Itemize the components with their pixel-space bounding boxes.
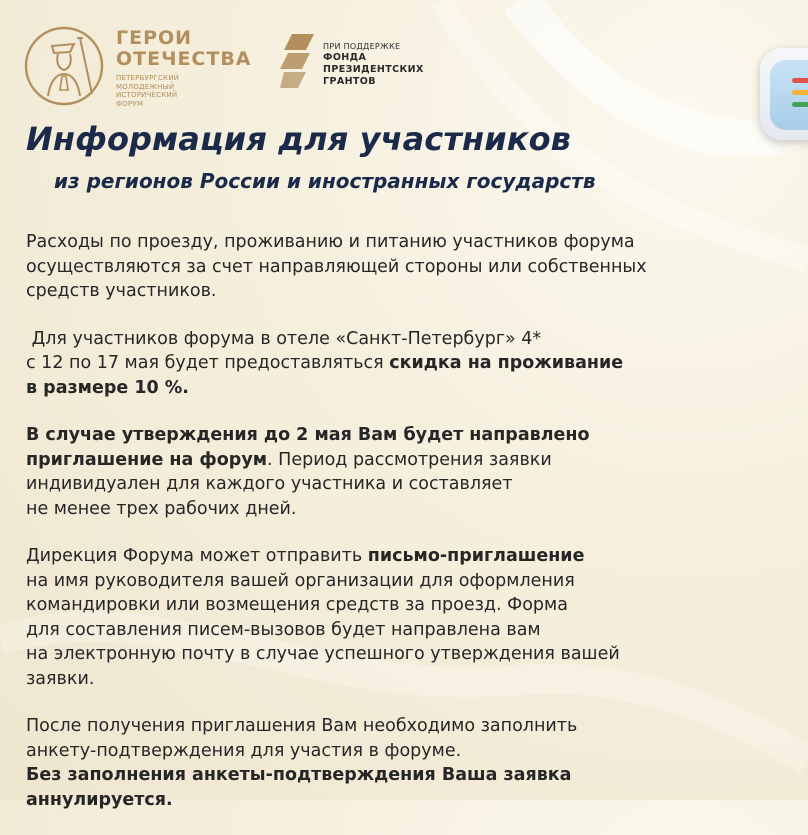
text-line: Для участников форума в отеле «Санкт-Петербург» 4* <box>26 328 542 349</box>
text-line: на электронную почту в случае успешного утверждения вашей <box>26 644 620 664</box>
text-bold: приглашение на форум <box>26 449 268 470</box>
fund-line3: ПРЕЗИДЕНТСКИХ <box>323 64 424 75</box>
paragraph-invitation <box>26 423 786 521</box>
presidential-grants-fund-icon <box>280 32 316 90</box>
text-line <box>26 351 786 376</box>
info-body <box>26 230 786 835</box>
widget-bar-green <box>792 102 808 107</box>
text-line: командировки или возмещения средств за проезд. Форма <box>26 595 568 615</box>
logo-title-line1: ГЕРОИ <box>116 27 193 49</box>
forum-logo-text <box>116 28 252 108</box>
logo-sub-line4: ФОРУМ <box>116 99 144 108</box>
text-bold-line: Без заполнения анкеты-подтверждения Ваша заявка <box>26 765 572 785</box>
text-line: средств участников. <box>26 281 217 301</box>
soldier-emblem-icon <box>22 24 106 108</box>
text-normal: Дирекция Форума может отправить <box>26 546 368 566</box>
text-bold-line: аннулируется. <box>26 789 173 810</box>
paragraph-letter <box>26 544 786 691</box>
text-bold: письмо-приглашение <box>367 546 585 566</box>
paragraph-confirmation <box>26 714 786 812</box>
fund-line4: ГРАНТОВ <box>323 76 376 87</box>
logo-sub-line3: ИСТОРИЧЕСКИЙ <box>116 91 178 99</box>
floating-app-widget-icon[interactable] <box>760 48 808 140</box>
text-line: Расходы по проезду, проживанию и питанию участников форума <box>26 232 635 252</box>
text-line: осуществляются за счет направляющей стороны или собственных <box>26 256 647 277</box>
logo-title-line2: ОТЕЧЕСТВА <box>116 48 252 70</box>
text-line <box>26 448 786 473</box>
text-line: анкету-подтверждения для участия в форуме. <box>26 740 462 761</box>
widget-bar-yellow <box>792 90 808 95</box>
widget-inner <box>770 60 808 130</box>
text-line: После получения приглашения Вам необходимо заполнить <box>26 716 578 736</box>
text-line: не менее трех рабочих дней. <box>26 498 297 519</box>
paragraph-expenses <box>26 230 786 304</box>
text-bold-line: в размере 10 %. <box>26 377 189 398</box>
fund-logo-text <box>323 41 424 88</box>
page-subtitle: из регионов России и иностранных государств <box>54 169 596 193</box>
text-line: индивидуален для каждого участника и составляет <box>26 474 513 494</box>
paragraph-hotel-discount <box>26 327 786 401</box>
text-normal: с 12 по 17 мая будет предоставляться <box>26 353 390 373</box>
logo-sub-line1: ПЕТЕРБУРГСКИЙ <box>116 74 180 82</box>
fund-line2: ФОНДА <box>323 52 367 63</box>
widget-bar-red <box>792 78 808 83</box>
text-line: на имя руководителя вашей организации для оформления <box>26 570 575 591</box>
text-line <box>26 544 786 569</box>
page-title: Информация для участников <box>26 120 571 158</box>
logo-sub-line2: МОЛОДЕЖНЫЙ <box>116 82 175 91</box>
fund-line1: ПРИ ПОДДЕРЖКЕ <box>323 42 401 51</box>
text-line: заявки. <box>26 668 95 689</box>
text-normal: . Период рассмотрения заявки <box>267 449 552 470</box>
text-line: для составления писем-вызовов будет направлена вам <box>26 619 541 640</box>
text-bold: скидка на проживание <box>389 353 624 373</box>
text-bold-line: В случае утверждения до 2 мая Вам будет направлено <box>26 425 590 445</box>
